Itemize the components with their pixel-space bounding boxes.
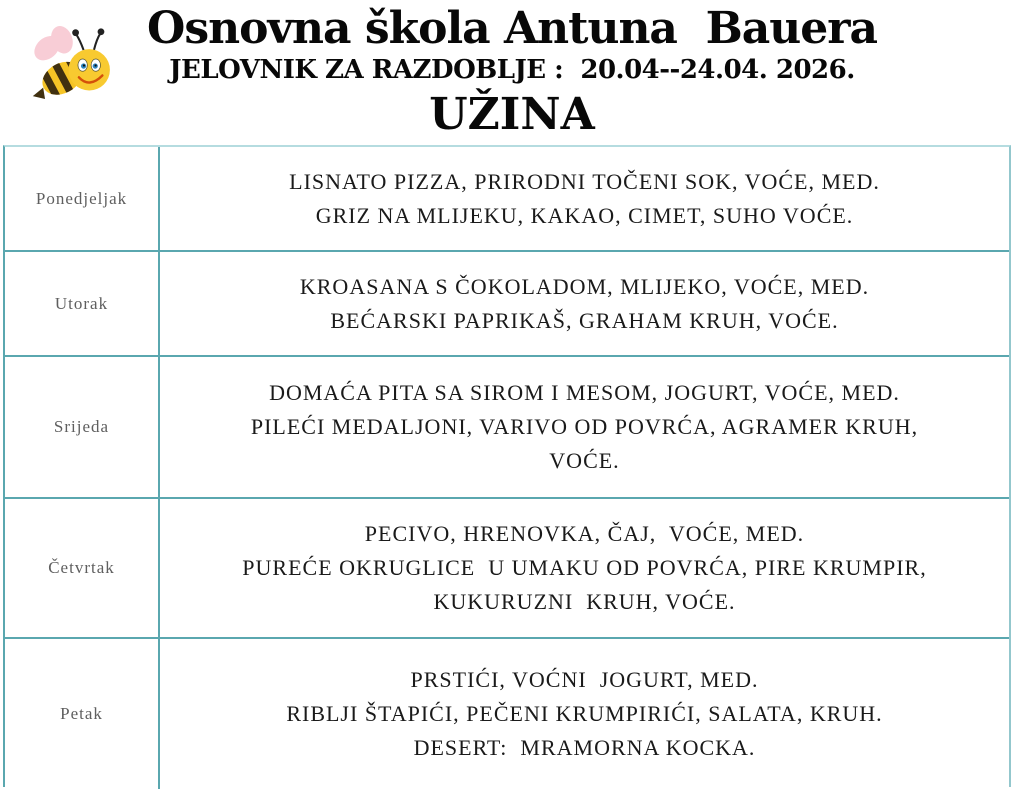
menu-line: PILEĆI MEDALJONI, VARIVO OD POVRĆA, AGRAMER KRUH,	[250, 414, 919, 439]
menu-line: BEĆARSKI PAPRIKAŠ, GRAHAM KRUH, VOĆE.	[330, 307, 839, 333]
bee-icon	[30, 20, 124, 114]
menu-cell	[160, 639, 1009, 789]
menu-cell	[160, 499, 1009, 637]
menu-line: DESERT: MRAMORNA KOCKA.	[413, 735, 756, 760]
menu-line: GRIZ NA MLIJEKU, KAKAO, CIMET, SUHO VOĆE.	[315, 202, 854, 228]
table-row-utorak	[5, 252, 1009, 357]
title-block	[0, 0, 1024, 140]
menu-period-subtitle: JELOVNIK ZA RAZDOBLJE : 20.04--24.04. 2026.	[169, 55, 855, 85]
menu-line: VOĆE.	[549, 448, 620, 473]
table-row-cetvrtak	[5, 499, 1009, 639]
menu-line: KUKURUZNI KRUH, VOĆE.	[433, 589, 736, 614]
day-label: Srijeda	[5, 357, 160, 497]
table-row-srijeda	[5, 357, 1009, 499]
table-row-ponedjeljak	[5, 147, 1009, 252]
menu-cell	[160, 357, 1009, 497]
menu-cell	[160, 252, 1009, 355]
menu-line: DOMAĆA PITA SA SIROM I MESOM, JOGURT, VOĆE, MED.	[269, 380, 900, 405]
menu-line: RIBLJI ŠTAPIĆI, PEČENI KRUMPIRIĆI, SALATA, KRUH.	[286, 701, 883, 726]
menu-line: PUREĆE OKRUGLICE U UMAKU OD POVRĆA, PIRE KRUMPIR,	[242, 555, 927, 580]
menu-line: PECIVO, HRENOVKA, ČAJ, VOĆE, MED.	[364, 521, 805, 546]
day-label: Ponedjeljak	[5, 147, 160, 250]
header	[0, 0, 1024, 145]
menu-line: KROASANA S ČOKOLADOM, MLIJEKO, VOĆE, MED.	[299, 273, 870, 299]
menu-line: LISNATO PIZZA, PRIRODNI TOČENI SOK, VOĆE, MED.	[289, 168, 880, 194]
day-label: Petak	[5, 639, 160, 789]
table-row-petak	[5, 639, 1009, 789]
day-label: Utorak	[5, 252, 160, 355]
menu-cell	[160, 147, 1009, 250]
menu-table	[3, 145, 1011, 787]
menu-line: PRSTIĆI, VOĆNI JOGURT, MED.	[410, 667, 759, 692]
day-label: Četvrtak	[5, 499, 160, 637]
school-name: Osnovna škola Antuna Bauera	[147, 3, 877, 54]
meal-title: UŽINA	[429, 89, 595, 140]
